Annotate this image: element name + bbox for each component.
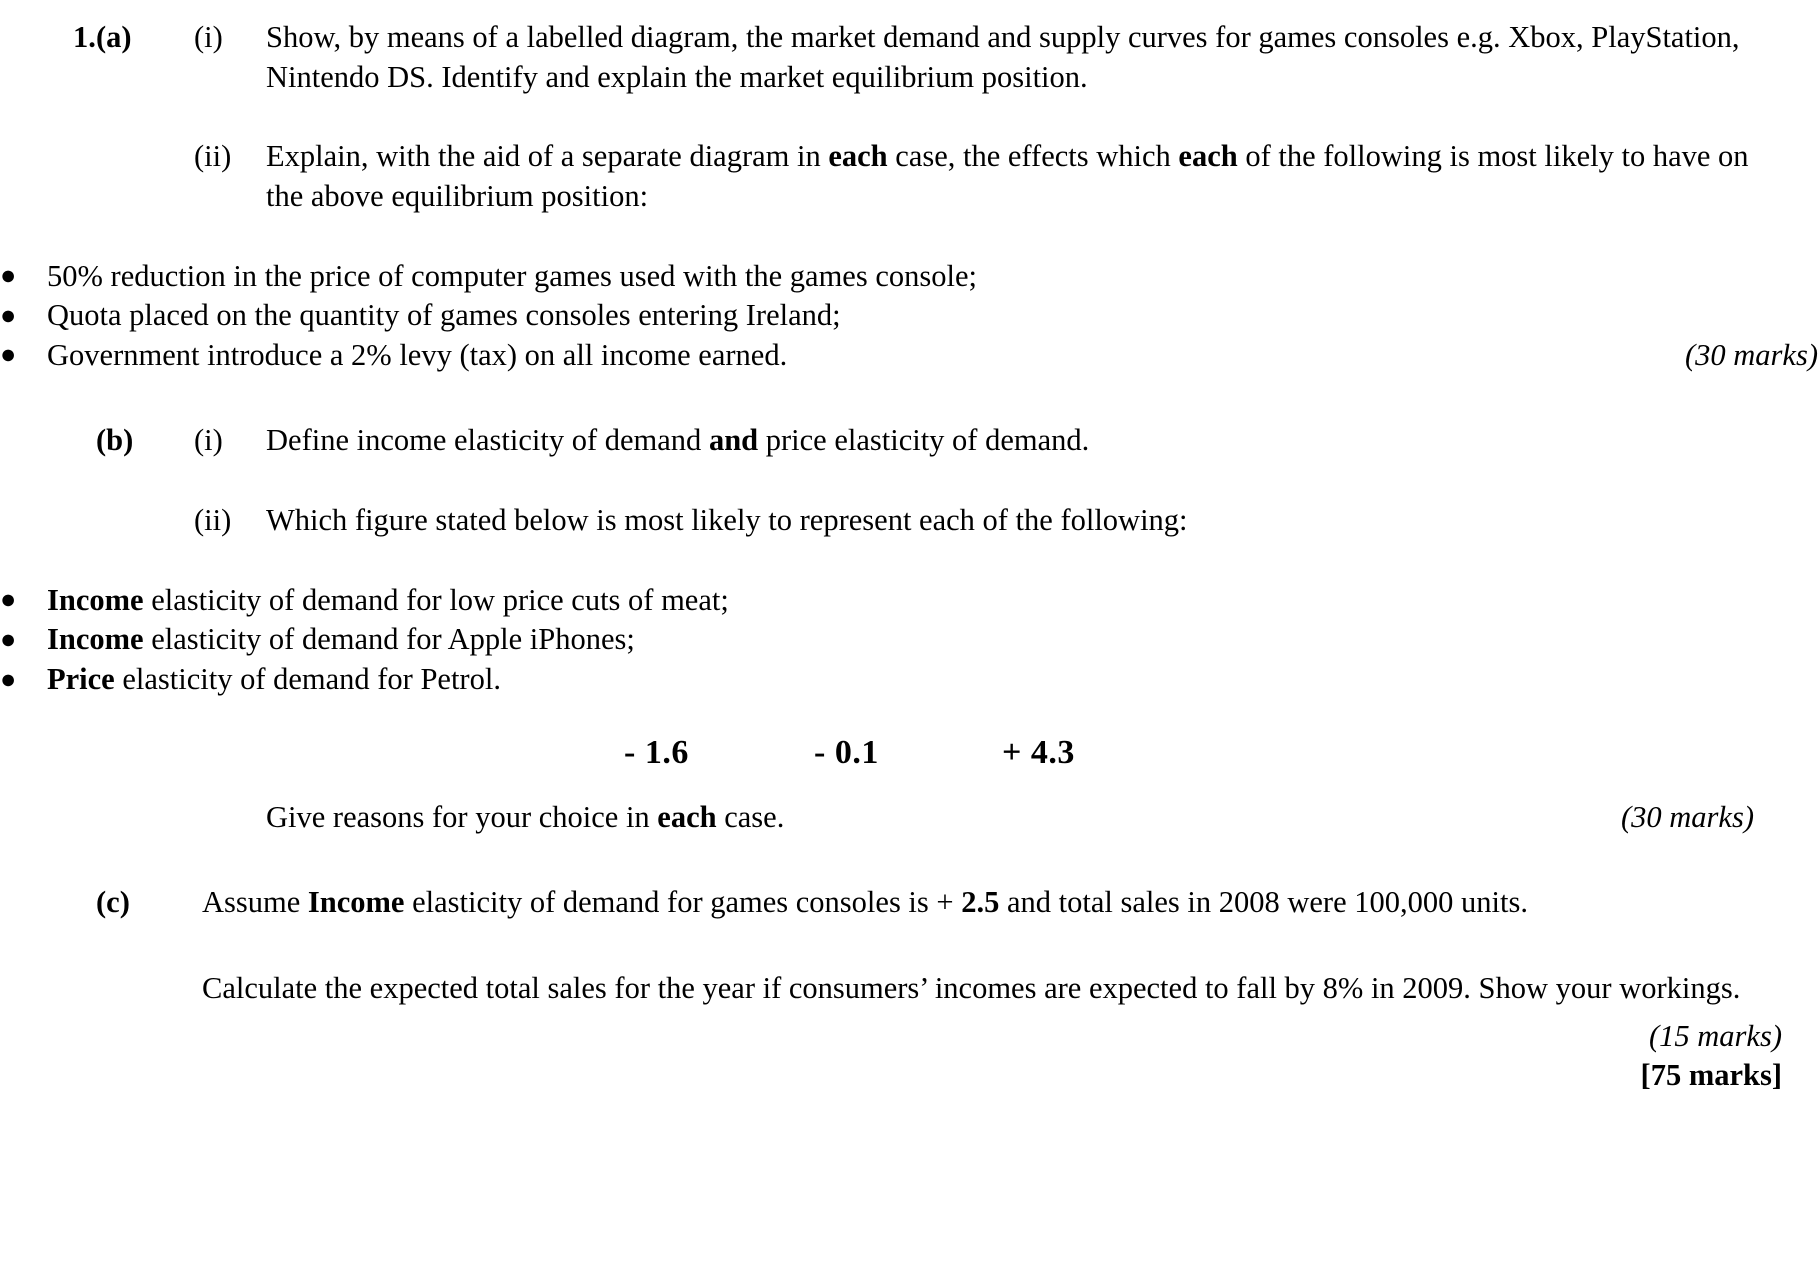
bullet-text: Government introduce a 2% levy (tax) on all income earned.: [47, 337, 788, 372]
lead-bold-each-1: each: [828, 139, 888, 174]
c-text-part-1: Assume: [202, 885, 308, 920]
question-1b-i-text: [266, 421, 1818, 461]
bullet-bold-lead: Income: [47, 582, 144, 617]
part-label-a: (a): [96, 20, 132, 54]
question-1c-paragraph-1: [194, 883, 1818, 923]
question-number: 1.: [73, 20, 96, 54]
question-1b-ii-row: [0, 501, 1818, 541]
bullet-text: 50% reduction in the price of computer games used with the games console;: [47, 258, 977, 293]
b-i-text-part-1: Define income elasticity of demand: [266, 423, 709, 458]
lead-bold-each-2: each: [1178, 139, 1238, 174]
roman-label-b-i: (i): [194, 423, 223, 458]
spacer-after-figures: [0, 772, 1818, 798]
question-1a-ii-bullet-list: [0, 257, 1818, 376]
lead-text-part-1: Explain, with the aid of a separate diagram in: [266, 139, 829, 174]
closing-text-wrap: [266, 798, 784, 838]
question-1b-ii-lead: Which figure stated below is most likely to represent each of the following:: [266, 503, 1188, 538]
question-1b-i-row: [0, 421, 1818, 461]
spacer-before-marks: [0, 1009, 1818, 1017]
spacer-b-i-to-b-ii: [0, 461, 1818, 501]
c-bold-income: Income: [307, 885, 405, 920]
question-1b-ii-closing: [266, 798, 1818, 838]
bullet-dot-icon: ●: [0, 624, 17, 655]
bullet-rest: elasticity of demand for low price cuts of meat;: [143, 582, 729, 617]
question-1c-paragraph-2-row: [0, 969, 1818, 1009]
bullet-dot-icon: ●: [0, 260, 17, 291]
c-text-part-3: and total sales in 2008 were 100,000 units.: [999, 885, 1528, 920]
bullet-dot-icon: ●: [0, 663, 17, 694]
marks-label-15: (15 marks): [1649, 1018, 1782, 1053]
lead-text-part-3: of the following is most likely to have on the above equilibrium position:: [266, 139, 1749, 213]
bullet-text: [47, 660, 1818, 700]
bullet-dot-icon: ●: [0, 584, 17, 615]
bullet-dot-icon: ●: [0, 339, 17, 370]
closing-bold-each: each: [657, 799, 717, 834]
bullet-item: [0, 257, 1818, 297]
roman-label-b-ii: (ii): [194, 503, 232, 538]
bullet-rest: elasticity of demand for Petrol.: [114, 662, 501, 697]
bullet-item: [0, 660, 1818, 700]
b-i-bold-and: and: [708, 423, 759, 458]
c-text-part-2: elasticity of demand for games consoles is +: [404, 885, 962, 920]
bullet-rest: elasticity of demand for Apple iPhones;: [143, 622, 635, 657]
question-1a-ii-lead: [266, 137, 1818, 216]
part-label-c: (c): [96, 885, 130, 920]
elasticity-figures-row: [0, 734, 1818, 772]
roman-label-a-i: (i): [194, 20, 223, 54]
spacer-before-b-ii-bullets: [0, 541, 1818, 581]
bullet-item: [0, 620, 1818, 660]
question-1c-row: [0, 883, 1818, 923]
c-bold-value: 2.5: [961, 885, 1000, 920]
marks-label-30-b: (30 marks): [1621, 799, 1754, 834]
bullet-text: Quota placed on the quantity of games consoles entering Ireland;: [47, 298, 841, 333]
bullet-text: [47, 620, 1818, 660]
spacer-c-para1-to-para2: [0, 923, 1818, 969]
closing-text-part-1: Give reasons for your choice in: [266, 799, 658, 834]
question-1b-ii-closing-row: [0, 798, 1818, 838]
bullet-bold-lead: Income: [47, 622, 144, 657]
lead-text-part-2: case, the effects which: [887, 139, 1179, 174]
elasticity-figure-2: - 0.1: [814, 733, 879, 771]
question-1c-paragraph-2: Calculate the expected total sales for the year if consumers’ incomes are expected to fall by 8% in 2009. Show your workings.: [202, 970, 1741, 1005]
bullet-item: [0, 581, 1818, 621]
roman-label-a-ii: (ii): [194, 139, 232, 174]
elasticity-figure-1: - 1.6: [624, 733, 689, 771]
elasticity-figure-3: + 4.3: [1002, 733, 1075, 771]
b-i-text-part-2: price elasticity of demand.: [758, 423, 1090, 458]
marks-label-30-a: (30 marks): [1685, 337, 1818, 372]
question-1a-ii-row: [0, 137, 1818, 216]
spacer-top: [0, 0, 1818, 18]
marks-block: [0, 1017, 1818, 1096]
spacer-b-to-c: [0, 837, 1818, 883]
bullet-text: [47, 581, 1818, 621]
bullet-item: [0, 336, 1818, 376]
bullet-bold-lead: Price: [47, 662, 115, 697]
spacer-a-to-b: [0, 375, 1818, 421]
question-1a-i-text: Show, by means of a labelled diagram, the market demand and supply curves for games consoles e.g. Xbox, PlayStation, Nintendo DS. Identify and explain the market equilibrium position.: [266, 20, 1740, 94]
question-1a-i-row: [0, 18, 1818, 97]
part-label-b: (b): [96, 423, 134, 458]
spacer-before-a-ii-bullets: [0, 217, 1818, 257]
spacer-before-figures: [0, 700, 1818, 734]
closing-text-part-2: case.: [716, 799, 785, 834]
spacer-a-i-to-a-ii: [0, 97, 1818, 137]
bullet-item: [0, 296, 1818, 336]
total-marks-label: [75 marks]: [1640, 1058, 1782, 1093]
bullet-dot-icon: ●: [0, 299, 17, 330]
question-1b-ii-bullet-list: [0, 581, 1818, 700]
